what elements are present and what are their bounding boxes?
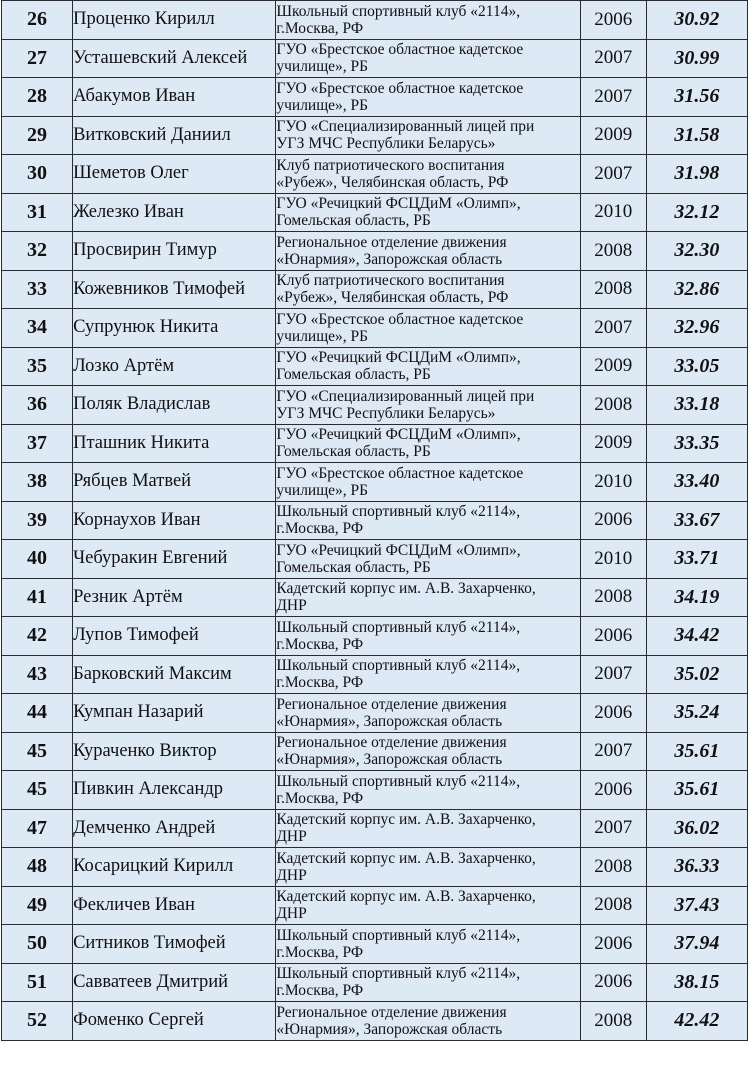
athlete-name-cell: Шеметов Олег — [73, 155, 276, 194]
team-cell — [276, 39, 580, 78]
table-row — [2, 655, 748, 694]
team-line-1: ГУО «Речицкий ФСЦДиМ «Олимп», — [276, 426, 521, 444]
team-line-2: «Юнармия», Запорожская область — [276, 751, 503, 769]
place-cell: 26 — [2, 1, 73, 40]
result-time-cell: 36.02 — [646, 809, 747, 848]
team-line-2: УГЗ МЧС Республики Беларусь» — [276, 135, 496, 153]
place-cell: 28 — [2, 78, 73, 117]
place-cell: 30 — [2, 155, 73, 194]
place-cell: 44 — [2, 694, 73, 733]
place-cell: 47 — [2, 809, 73, 848]
result-time-cell: 32.96 — [646, 309, 747, 348]
athlete-name-cell: Витковский Даниил — [73, 116, 276, 155]
team-line-2: г.Москва, РФ — [276, 982, 364, 1000]
place-cell: 51 — [2, 963, 73, 1002]
team-cell — [276, 886, 580, 925]
table-row — [2, 771, 748, 810]
team-line-2: г.Москва, РФ — [276, 943, 364, 961]
team-cell — [276, 925, 580, 964]
birth-year-cell: 2008 — [580, 386, 646, 425]
table-row — [2, 809, 748, 848]
team-line-1: Клуб патриотического воспитания — [276, 272, 505, 290]
team-cell — [276, 655, 580, 694]
team-cell — [276, 116, 580, 155]
team-line-1: ГУО «Специализированный лицей при — [276, 387, 535, 405]
table-row — [2, 732, 748, 771]
birth-year-cell: 2008 — [580, 232, 646, 271]
table-row — [2, 963, 748, 1002]
birth-year-cell: 2006 — [580, 925, 646, 964]
team-cell — [276, 771, 580, 810]
birth-year-cell: 2007 — [580, 732, 646, 771]
team-line-2: училище», РБ — [276, 58, 369, 76]
result-time-cell: 42.42 — [646, 1002, 747, 1041]
results-table-body — [2, 1, 748, 1041]
birth-year-cell: 2006 — [580, 963, 646, 1002]
team-line-1: Региональное отделение движения — [276, 734, 507, 752]
birth-year-cell: 2010 — [580, 463, 646, 502]
team-cell — [276, 963, 580, 1002]
team-line-1: Школьный спортивный клуб «2114», — [276, 2, 521, 20]
team-line-2: Гомельская область, РБ — [276, 558, 431, 576]
athlete-name-cell: Рябцев Матвей — [73, 463, 276, 502]
place-cell: 52 — [2, 1002, 73, 1041]
table-row — [2, 116, 748, 155]
result-time-cell: 34.19 — [646, 578, 747, 617]
team-cell — [276, 694, 580, 733]
athlete-name-cell: Пташник Никита — [73, 424, 276, 463]
table-row — [2, 925, 748, 964]
table-row — [2, 39, 748, 78]
place-cell: 48 — [2, 848, 73, 887]
team-line-2: Гомельская область, РБ — [276, 366, 431, 384]
place-cell: 45 — [2, 732, 73, 771]
team-cell — [276, 232, 580, 271]
place-cell: 39 — [2, 501, 73, 540]
team-line-1: Кадетский корпус им. А.В. Захарченко, — [276, 580, 536, 598]
result-time-cell: 32.30 — [646, 232, 747, 271]
team-line-1: Школьный спортивный клуб «2114», — [276, 618, 521, 636]
result-time-cell: 35.61 — [646, 732, 747, 771]
team-line-2: г.Москва, РФ — [276, 789, 364, 807]
team-cell — [276, 809, 580, 848]
athlete-name-cell: Железко Иван — [73, 193, 276, 232]
team-line-2: «Рубеж», Челябинская область, РФ — [276, 289, 509, 307]
athlete-name-cell: Усташевский Алексей — [73, 39, 276, 78]
athlete-name-cell: Корнаухов Иван — [73, 501, 276, 540]
team-line-1: ГУО «Брестское областное кадетское — [276, 310, 524, 328]
table-row — [2, 886, 748, 925]
table-row — [2, 424, 748, 463]
team-line-1: ГУО «Брестское областное кадетское — [276, 41, 524, 59]
athlete-name-cell: Просвирин Тимур — [73, 232, 276, 271]
team-line-2: УГЗ МЧС Республики Беларусь» — [276, 404, 496, 422]
team-line-1: ГУО «Речицкий ФСЦДиМ «Олимп», — [276, 541, 521, 559]
birth-year-cell: 2008 — [580, 1002, 646, 1041]
team-cell — [276, 617, 580, 656]
place-cell: 42 — [2, 617, 73, 656]
team-line-1: Школьный спортивный клуб «2114», — [276, 503, 521, 521]
team-cell — [276, 1002, 580, 1041]
result-time-cell: 37.94 — [646, 925, 747, 964]
place-cell: 45 — [2, 771, 73, 810]
team-line-1: Региональное отделение движения — [276, 1003, 507, 1021]
birth-year-cell: 2009 — [580, 347, 646, 386]
team-cell — [276, 155, 580, 194]
team-line-1: Школьный спортивный клуб «2114», — [276, 965, 521, 983]
birth-year-cell: 2007 — [580, 809, 646, 848]
team-line-1: Региональное отделение движения — [276, 695, 507, 713]
team-line-1: ГУО «Брестское областное кадетское — [276, 79, 524, 97]
result-time-cell: 30.99 — [646, 39, 747, 78]
team-line-2: ДНР — [276, 866, 307, 884]
birth-year-cell: 2007 — [580, 655, 646, 694]
table-row — [2, 1002, 748, 1041]
place-cell: 35 — [2, 347, 73, 386]
birth-year-cell: 2009 — [580, 116, 646, 155]
birth-year-cell: 2007 — [580, 155, 646, 194]
athlete-name-cell: Супрунюк Никита — [73, 309, 276, 348]
birth-year-cell: 2006 — [580, 771, 646, 810]
athlete-name-cell: Поляк Владислав — [73, 386, 276, 425]
team-line-2: г.Москва, РФ — [276, 520, 364, 538]
result-time-cell: 32.86 — [646, 270, 747, 309]
athlete-name-cell: Резник Артём — [73, 578, 276, 617]
birth-year-cell: 2006 — [580, 1, 646, 40]
table-row — [2, 540, 748, 579]
result-time-cell: 33.40 — [646, 463, 747, 502]
athlete-name-cell: Ситников Тимофей — [73, 925, 276, 964]
team-cell — [276, 78, 580, 117]
birth-year-cell: 2007 — [580, 78, 646, 117]
team-line-2: училище», РБ — [276, 327, 369, 345]
birth-year-cell: 2008 — [580, 270, 646, 309]
athlete-name-cell: Савватеев Дмитрий — [73, 963, 276, 1002]
table-row — [2, 155, 748, 194]
team-cell — [276, 578, 580, 617]
results-table — [1, 0, 748, 1041]
team-cell — [276, 424, 580, 463]
place-cell: 50 — [2, 925, 73, 964]
birth-year-cell: 2010 — [580, 193, 646, 232]
result-time-cell: 37.43 — [646, 886, 747, 925]
team-line-1: Кадетский корпус им. А.В. Захарченко, — [276, 849, 536, 867]
table-row — [2, 270, 748, 309]
athlete-name-cell: Чебуракин Евгений — [73, 540, 276, 579]
place-cell: 36 — [2, 386, 73, 425]
team-line-1: Региональное отделение движения — [276, 233, 507, 251]
result-time-cell: 33.71 — [646, 540, 747, 579]
athlete-name-cell: Пивкин Александр — [73, 771, 276, 810]
team-line-2: ДНР — [276, 905, 307, 923]
athlete-name-cell: Лозко Артём — [73, 347, 276, 386]
team-line-1: Кадетский корпус им. А.В. Захарченко, — [276, 888, 536, 906]
team-line-2: «Рубеж», Челябинская область, РФ — [276, 173, 509, 191]
team-line-1: Клуб патриотического воспитания — [276, 156, 505, 174]
birth-year-cell: 2007 — [580, 309, 646, 348]
place-cell: 43 — [2, 655, 73, 694]
birth-year-cell: 2008 — [580, 578, 646, 617]
team-cell — [276, 1, 580, 40]
athlete-name-cell: Демченко Андрей — [73, 809, 276, 848]
table-row — [2, 232, 748, 271]
result-time-cell: 35.24 — [646, 694, 747, 733]
table-row — [2, 347, 748, 386]
result-time-cell: 30.92 — [646, 1, 747, 40]
table-row — [2, 848, 748, 887]
place-cell: 38 — [2, 463, 73, 502]
athlete-name-cell: Фоменко Сергей — [73, 1002, 276, 1041]
place-cell: 41 — [2, 578, 73, 617]
team-line-2: «Юнармия», Запорожская область — [276, 712, 503, 730]
result-time-cell: 33.18 — [646, 386, 747, 425]
result-time-cell: 38.15 — [646, 963, 747, 1002]
team-cell — [276, 540, 580, 579]
birth-year-cell: 2008 — [580, 886, 646, 925]
athlete-name-cell: Косарицкий Кирилл — [73, 848, 276, 887]
team-cell — [276, 732, 580, 771]
table-row — [2, 463, 748, 502]
team-line-2: г.Москва, РФ — [276, 19, 364, 37]
athlete-name-cell: Барковский Максим — [73, 655, 276, 694]
team-line-2: Гомельская область, РБ — [276, 443, 431, 461]
athlete-name-cell: Кумпан Назарий — [73, 694, 276, 733]
birth-year-cell: 2009 — [580, 424, 646, 463]
table-row — [2, 1, 748, 40]
place-cell: 49 — [2, 886, 73, 925]
birth-year-cell: 2008 — [580, 848, 646, 887]
team-line-1: ГУО «Брестское областное кадетское — [276, 464, 524, 482]
team-line-2: Гомельская область, РБ — [276, 212, 431, 230]
athlete-name-cell: Фекличев Иван — [73, 886, 276, 925]
place-cell: 37 — [2, 424, 73, 463]
result-time-cell: 31.58 — [646, 116, 747, 155]
team-line-1: Школьный спортивный клуб «2114», — [276, 926, 521, 944]
result-time-cell: 32.12 — [646, 193, 747, 232]
team-cell — [276, 270, 580, 309]
result-time-cell: 35.02 — [646, 655, 747, 694]
athlete-name-cell: Абакумов Иван — [73, 78, 276, 117]
team-line-2: училище», РБ — [276, 481, 369, 499]
team-line-2: «Юнармия», Запорожская область — [276, 1020, 503, 1038]
result-time-cell: 34.42 — [646, 617, 747, 656]
table-row — [2, 694, 748, 733]
team-cell — [276, 463, 580, 502]
table-row — [2, 309, 748, 348]
team-line-2: ДНР — [276, 828, 307, 846]
table-row — [2, 578, 748, 617]
table-row — [2, 193, 748, 232]
athlete-name-cell: Кожевников Тимофей — [73, 270, 276, 309]
team-line-1: Школьный спортивный клуб «2114», — [276, 772, 521, 790]
team-line-2: ДНР — [276, 597, 307, 615]
team-line-2: «Юнармия», Запорожская область — [276, 250, 503, 268]
team-cell — [276, 386, 580, 425]
birth-year-cell: 2007 — [580, 39, 646, 78]
birth-year-cell: 2010 — [580, 540, 646, 579]
team-line-2: г.Москва, РФ — [276, 635, 364, 653]
team-cell — [276, 347, 580, 386]
birth-year-cell: 2006 — [580, 694, 646, 733]
team-cell — [276, 309, 580, 348]
birth-year-cell: 2006 — [580, 617, 646, 656]
place-cell: 34 — [2, 309, 73, 348]
team-cell — [276, 848, 580, 887]
birth-year-cell: 2006 — [580, 501, 646, 540]
team-line-2: училище», РБ — [276, 96, 369, 114]
table-row — [2, 386, 748, 425]
place-cell: 31 — [2, 193, 73, 232]
result-time-cell: 35.61 — [646, 771, 747, 810]
team-line-1: Кадетский корпус им. А.В. Захарченко, — [276, 811, 536, 829]
table-row — [2, 78, 748, 117]
place-cell: 33 — [2, 270, 73, 309]
place-cell: 29 — [2, 116, 73, 155]
team-cell — [276, 501, 580, 540]
athlete-name-cell: Кураченко Виктор — [73, 732, 276, 771]
result-time-cell: 33.67 — [646, 501, 747, 540]
team-line-1: Школьный спортивный клуб «2114», — [276, 657, 521, 675]
athlete-name-cell: Проценко Кирилл — [73, 1, 276, 40]
place-cell: 32 — [2, 232, 73, 271]
athlete-name-cell: Лупов Тимофей — [73, 617, 276, 656]
result-time-cell: 33.05 — [646, 347, 747, 386]
team-cell — [276, 193, 580, 232]
team-line-1: ГУО «Речицкий ФСЦДиМ «Олимп», — [276, 349, 521, 367]
result-time-cell: 31.98 — [646, 155, 747, 194]
place-cell: 40 — [2, 540, 73, 579]
result-time-cell: 36.33 — [646, 848, 747, 887]
place-cell: 27 — [2, 39, 73, 78]
table-row — [2, 501, 748, 540]
table-row — [2, 617, 748, 656]
team-line-1: ГУО «Речицкий ФСЦДиМ «Олимп», — [276, 195, 521, 213]
result-time-cell: 31.56 — [646, 78, 747, 117]
team-line-1: ГУО «Специализированный лицей при — [276, 118, 535, 136]
team-line-2: г.Москва, РФ — [276, 674, 364, 692]
result-time-cell: 33.35 — [646, 424, 747, 463]
